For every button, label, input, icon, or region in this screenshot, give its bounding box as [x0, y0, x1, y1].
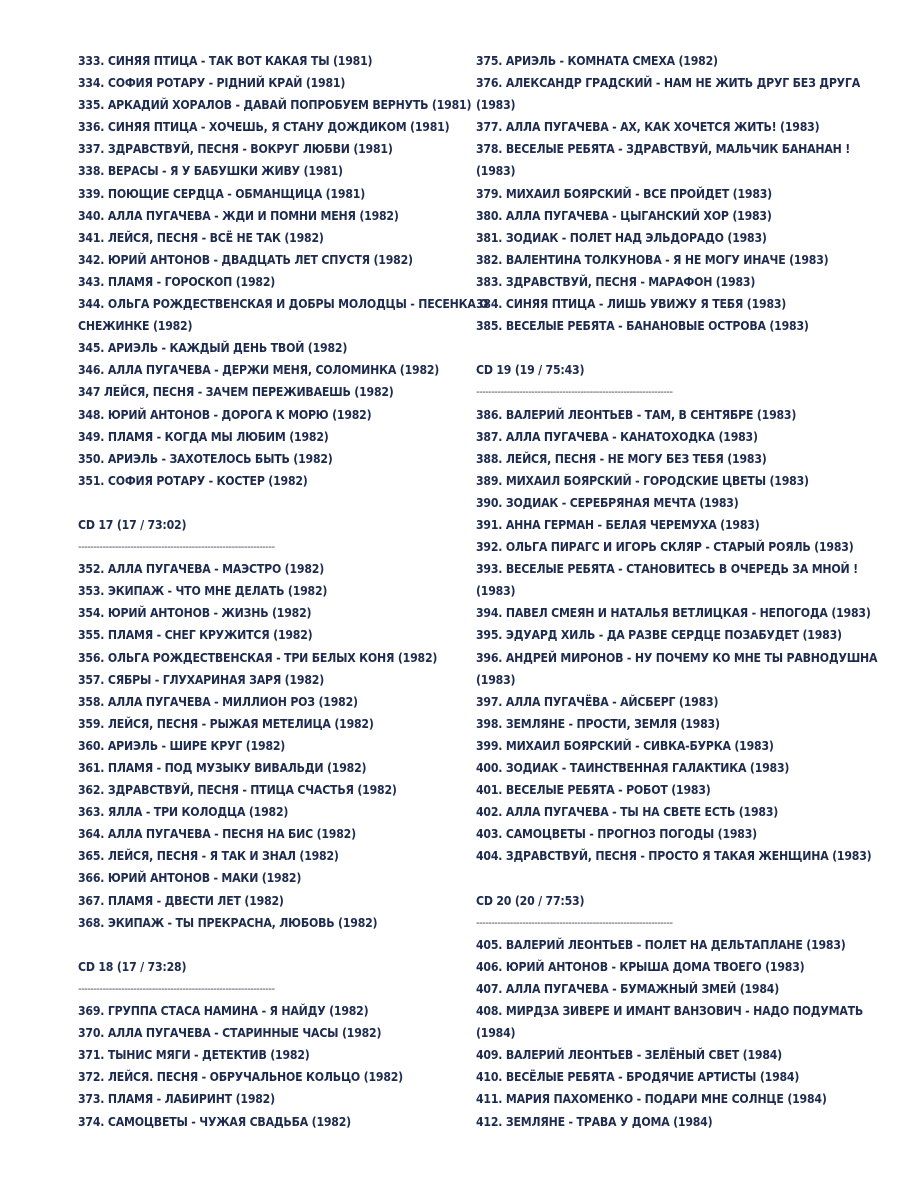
right-column	[476, 50, 876, 1133]
track-entry: 348. ЮРИЙ АНТОНОВ - ДОРОГА К МОРЮ (1982)	[78, 407, 372, 422]
track-entry: 385. ВЕСЕЛЫЕ РЕБЯТА - БАНАНОВЫЕ ОСТРОВА (1983)	[476, 319, 809, 334]
track-entry: 356. ОЛЬГА РОЖДЕСТВЕНСКАЯ - ТРИ БЕЛЫХ КОНЯ (1982)	[78, 650, 438, 665]
track-entry: 365. ЛЕЙСЯ, ПЕСНЯ - Я ТАК И ЗНАЛ (1982)	[78, 849, 339, 864]
spacer	[78, 934, 478, 956]
track-entry: 359. ЛЕЙСЯ, ПЕСНЯ - РЫЖАЯ МЕТЕЛИЦА (1982)	[78, 716, 374, 731]
track-entry: (1983)	[476, 164, 516, 179]
track-entry: (1983)	[476, 98, 516, 113]
track-entry: 378. ВЕСЕЛЫЕ РЕБЯТА - ЗДРАВСТВУЙ, МАЛЬЧИК БАНАНАН !	[476, 142, 851, 157]
track-entry: 373. ПЛАМЯ - ЛАБИРИНТ (1982)	[78, 1092, 275, 1107]
track-entry: 379. МИХАИЛ БОЯРСКИЙ - ВСЕ ПРОЙДЕТ (1983)	[476, 186, 772, 201]
track-entry: 394. ПАВЕЛ СМЕЯН И НАТАЛЬЯ ВЕТЛИЦКАЯ - НЕПОГОДА (1983)	[476, 606, 871, 621]
track-entry: (1984)	[476, 1026, 516, 1041]
separator-line: ----------------------------------------------------------------	[78, 540, 275, 554]
track-entry: 376. АЛЕКСАНДР ГРАДСКИЙ - НАМ НЕ ЖИТЬ ДРУГ БЕЗ ДРУГА	[476, 76, 861, 91]
track-entry: 335. АРКАДИЙ ХОРАЛОВ - ДАВАЙ ПОПРОБУЕМ ВЕРНУТЬ (1981)	[78, 98, 472, 113]
track-entry: 393. ВЕСЕЛЫЕ РЕБЯТА - СТАНОВИТЕСЬ В ОЧЕРЕДЬ ЗА МНОЙ !	[476, 562, 858, 577]
track-entry: 343. ПЛАМЯ - ГОРОСКОП (1982)	[78, 274, 276, 289]
track-entry: 362. ЗДРАВСТВУЙ, ПЕСНЯ - ПТИЦА СЧАСТЬЯ (1982)	[78, 783, 397, 798]
track-entry: 370. АЛЛА ПУГАЧЕВА - СТАРИННЫЕ ЧАСЫ (1982)	[78, 1026, 382, 1041]
separator-line: ----------------------------------------------------------------	[476, 385, 673, 399]
track-entry: 402. АЛЛА ПУГАЧЕВА - ТЫ НА СВЕТЕ ЕСТЬ (1983)	[476, 805, 779, 820]
track-entry: 383. ЗДРАВСТВУЙ, ПЕСНЯ - МАРАФОН (1983)	[476, 274, 756, 289]
track-entry: 374. САМОЦВЕТЫ - ЧУЖАЯ СВАДЬБА (1982)	[78, 1114, 351, 1129]
track-entry: 397. АЛЛА ПУГАЧЁВА - АЙСБЕРГ (1983)	[476, 694, 719, 709]
track-entry: 403. САМОЦВЕТЫ - ПРОГНОЗ ПОГОДЫ (1983)	[476, 827, 757, 842]
track-entry: 401. ВЕСЕЛЫЕ РЕБЯТА - РОБОТ (1983)	[476, 783, 711, 798]
track-entry: 371. ТЫНИС МЯГИ - ДЕТЕКТИВ (1982)	[78, 1048, 310, 1063]
track-entry: 412. ЗЕМЛЯНЕ - ТРАВА У ДОМА (1984)	[476, 1114, 713, 1129]
track-entry: 369. ГРУППА СТАСА НАМИНА - Я НАЙДУ (1982)	[78, 1004, 369, 1019]
track-entry: 338. ВЕРАСЫ - Я У БАБУШКИ ЖИВУ (1981)	[78, 164, 343, 179]
track-entry: 404. ЗДРАВСТВУЙ, ПЕСНЯ - ПРОСТО Я ТАКАЯ ЖЕНЩИНА (1983)	[476, 849, 872, 864]
spacer	[476, 337, 876, 359]
track-entry: 380. АЛЛА ПУГАЧЕВА - ЦЫГАНСКИЙ ХОР (1983)	[476, 208, 772, 223]
track-entry: 398. ЗЕМЛЯНЕ - ПРОСТИ, ЗЕМЛЯ (1983)	[476, 716, 720, 731]
track-entry: 408. МИРДЗА ЗИВЕРЕ И ИМАНТ ВАНЗОВИЧ - НАДО ПОДУМАТЬ	[476, 1004, 864, 1019]
track-entry: 345. АРИЭЛЬ - КАЖДЫЙ ДЕНЬ ТВОЙ (1982)	[78, 341, 348, 356]
cd-header: CD 20 (20 / 77:53)	[476, 893, 585, 908]
track-entry: 366. ЮРИЙ АНТОНОВ - МАКИ (1982)	[78, 871, 302, 886]
track-entry: 352. АЛЛА ПУГАЧЕВА - МАЭСТРО (1982)	[78, 562, 325, 577]
track-entry: 381. ЗОДИАК - ПОЛЕТ НАД ЭЛЬДОРАДО (1983)	[476, 230, 767, 245]
track-entry: 341. ЛЕЙСЯ, ПЕСНЯ - ВСЁ НЕ ТАК (1982)	[78, 230, 324, 245]
track-entry: 363. ЯЛЛА - ТРИ КОЛОДЦА (1982)	[78, 805, 289, 820]
track-entry: 411. МАРИЯ ПАХОМЕНКО - ПОДАРИ МНЕ СОЛНЦЕ (1984)	[476, 1092, 827, 1107]
track-entry: 353. ЭКИПАЖ - ЧТО МНЕ ДЕЛАТЬ (1982)	[78, 584, 328, 599]
track-entry: СНЕЖИНКЕ (1982)	[78, 319, 193, 334]
track-entry: 349. ПЛАМЯ - КОГДА МЫ ЛЮБИМ (1982)	[78, 429, 329, 444]
left-column	[78, 50, 489, 1133]
track-entry: (1983)	[476, 584, 516, 599]
track-entry: 344. ОЛЬГА РОЖДЕСТВЕНСКАЯ И ДОБРЫ МОЛОДЦЫ - ПЕСЕНКА О	[78, 297, 489, 312]
track-entry: 358. АЛЛА ПУГАЧЕВА - МИЛЛИОН РОЗ (1982)	[78, 694, 358, 709]
track-entry: 386. ВАЛЕРИЙ ЛЕОНТЬЕВ - ТАМ, В СЕНТЯБРЕ (1983)	[476, 407, 797, 422]
track-entry: 342. ЮРИЙ АНТОНОВ - ДВАДЦАТЬ ЛЕТ СПУСТЯ (1982)	[78, 252, 413, 267]
track-entry: 390. ЗОДИАК - СЕРЕБРЯНАЯ МЕЧТА (1983)	[476, 495, 739, 510]
track-entry: 346. АЛЛА ПУГАЧЕВА - ДЕРЖИ МЕНЯ, СОЛОМИНКА (1982)	[78, 363, 440, 378]
track-entry: 396. АНДРЕЙ МИРОНОВ - НУ ПОЧЕМУ КО МНЕ ТЫ РАВНОДУШНА	[476, 650, 878, 665]
track-entry: 333. СИНЯЯ ПТИЦА - ТАК ВОТ КАКАЯ ТЫ (1981)	[78, 54, 373, 68]
track-entry: 351. СОФИЯ РОТАРУ - КОСТЕР (1982)	[78, 473, 308, 488]
track-entry: 382. ВАЛЕНТИНА ТОЛКУНОВА - Я НЕ МОГУ ИНАЧЕ (1983)	[476, 252, 829, 267]
track-entry: 340. АЛЛА ПУГАЧЕВА - ЖДИ И ПОМНИ МЕНЯ (1982)	[78, 208, 399, 223]
spacer	[78, 492, 478, 514]
track-entry: 392. ОЛЬГА ПИРАГС И ИГОРЬ СКЛЯР - СТАРЫЙ РОЯЛЬ (1983)	[476, 540, 854, 555]
track-entry: 407. АЛЛА ПУГАЧЕВА - БУМАЖНЫЙ ЗМЕЙ (1984)	[476, 981, 780, 996]
track-entry: 387. АЛЛА ПУГАЧЕВА - КАНАТОХОДКА (1983)	[476, 429, 758, 444]
track-entry: 372. ЛЕЙСЯ. ПЕСНЯ - ОБРУЧАЛЬНОЕ КОЛЬЦО (1982)	[78, 1070, 403, 1085]
track-entry: 339. ПОЮЩИЕ СЕРДЦА - ОБМАНЩИЦА (1981)	[78, 186, 366, 201]
track-entry: 334. СОФИЯ РОТАРУ - РІДНИЙ КРАЙ (1981)	[78, 76, 346, 91]
track-entry: 384. СИНЯЯ ПТИЦА - ЛИШЬ УВИЖУ Я ТЕБЯ (1983)	[476, 297, 787, 312]
track-entry: 400. ЗОДИАК - ТАИНСТВЕННАЯ ГАЛАКТИКА (1983)	[476, 761, 790, 775]
track-entry: 395. ЭДУАРД ХИЛЬ - ДА РАЗВЕ СЕРДЦЕ ПОЗАБУДЕТ (1983)	[476, 628, 842, 643]
cd-header: CD 19 (19 / 75:43)	[476, 363, 585, 378]
track-entry: 347 ЛЕЙСЯ, ПЕСНЯ - ЗАЧЕМ ПЕРЕЖИВАЕШЬ (1982)	[78, 385, 394, 400]
track-entry: 377. АЛЛА ПУГАЧЕВА - АХ, КАК ХОЧЕТСЯ ЖИТЬ! (1983)	[476, 120, 820, 135]
track-entry: 389. МИХАИЛ БОЯРСКИЙ - ГОРОДСКИЕ ЦВЕТЫ (1983)	[476, 473, 809, 488]
track-entry: 355. ПЛАМЯ - СНЕГ КРУЖИТСЯ (1982)	[78, 628, 313, 643]
track-entry: 336. СИНЯЯ ПТИЦА - ХОЧЕШЬ, Я СТАНУ ДОЖДИКОМ (1981)	[78, 120, 450, 135]
track-entry: 368. ЭКИПАЖ - ТЫ ПРЕКРАСНА, ЛЮБОВЬ (1982)	[78, 915, 378, 930]
track-entry: 337. ЗДРАВСТВУЙ, ПЕСНЯ - ВОКРУГ ЛЮБВИ (1981)	[78, 142, 393, 157]
track-entry: 364. АЛЛА ПУГАЧЕВА - ПЕСНЯ НА БИС (1982)	[78, 827, 356, 842]
track-entry: 391. АННА ГЕРМАН - БЕЛАЯ ЧЕРЕМУХА (1983)	[476, 517, 760, 532]
cd-header: CD 18 (17 / 73:28)	[78, 959, 187, 974]
track-entry: 405. ВАЛЕРИЙ ЛЕОНТЬЕВ - ПОЛЕТ НА ДЕЛЬТАПЛАНЕ (1983)	[476, 937, 846, 952]
track-entry: 406. ЮРИЙ АНТОНОВ - КРЫША ДОМА ТВОЕГО (1983)	[476, 959, 805, 974]
track-entry: 361. ПЛАМЯ - ПОД МУЗЫКУ ВИВАЛЬДИ (1982)	[78, 761, 367, 775]
track-entry: 360. АРИЭЛЬ - ШИРЕ КРУГ (1982)	[78, 738, 286, 753]
track-entry: 399. МИХАИЛ БОЯРСКИЙ - СИВКА-БУРКА (1983)	[476, 738, 774, 753]
track-entry: 409. ВАЛЕРИЙ ЛЕОНТЬЕВ - ЗЕЛЁНЫЙ СВЕТ (1984)	[476, 1048, 782, 1063]
cd-header: CD 17 (17 / 73:02)	[78, 517, 187, 532]
track-entry: 367. ПЛАМЯ - ДВЕСТИ ЛЕТ (1982)	[78, 893, 284, 908]
track-entry: 354. ЮРИЙ АНТОНОВ - ЖИЗНЬ (1982)	[78, 606, 312, 621]
track-entry: 375. АРИЭЛЬ - КОМНАТА СМЕХА (1982)	[476, 54, 718, 68]
separator-line: ----------------------------------------------------------------	[78, 981, 275, 995]
track-entry: 350. АРИЭЛЬ - ЗАХОТЕЛОСЬ БЫТЬ (1982)	[78, 451, 333, 466]
separator-line: ----------------------------------------------------------------	[476, 915, 673, 929]
track-entry: 388. ЛЕЙСЯ, ПЕСНЯ - НЕ МОГУ БЕЗ ТЕБЯ (1983)	[476, 451, 767, 466]
track-entry: 357. СЯБРЫ - ГЛУХАРИНАЯ ЗАРЯ (1982)	[78, 672, 325, 687]
track-entry: 410. ВЕСЁЛЫЕ РЕБЯТА - БРОДЯЧИЕ АРТИСТЫ (1984)	[476, 1070, 800, 1085]
spacer	[476, 867, 876, 889]
track-entry: (1983)	[476, 672, 516, 687]
